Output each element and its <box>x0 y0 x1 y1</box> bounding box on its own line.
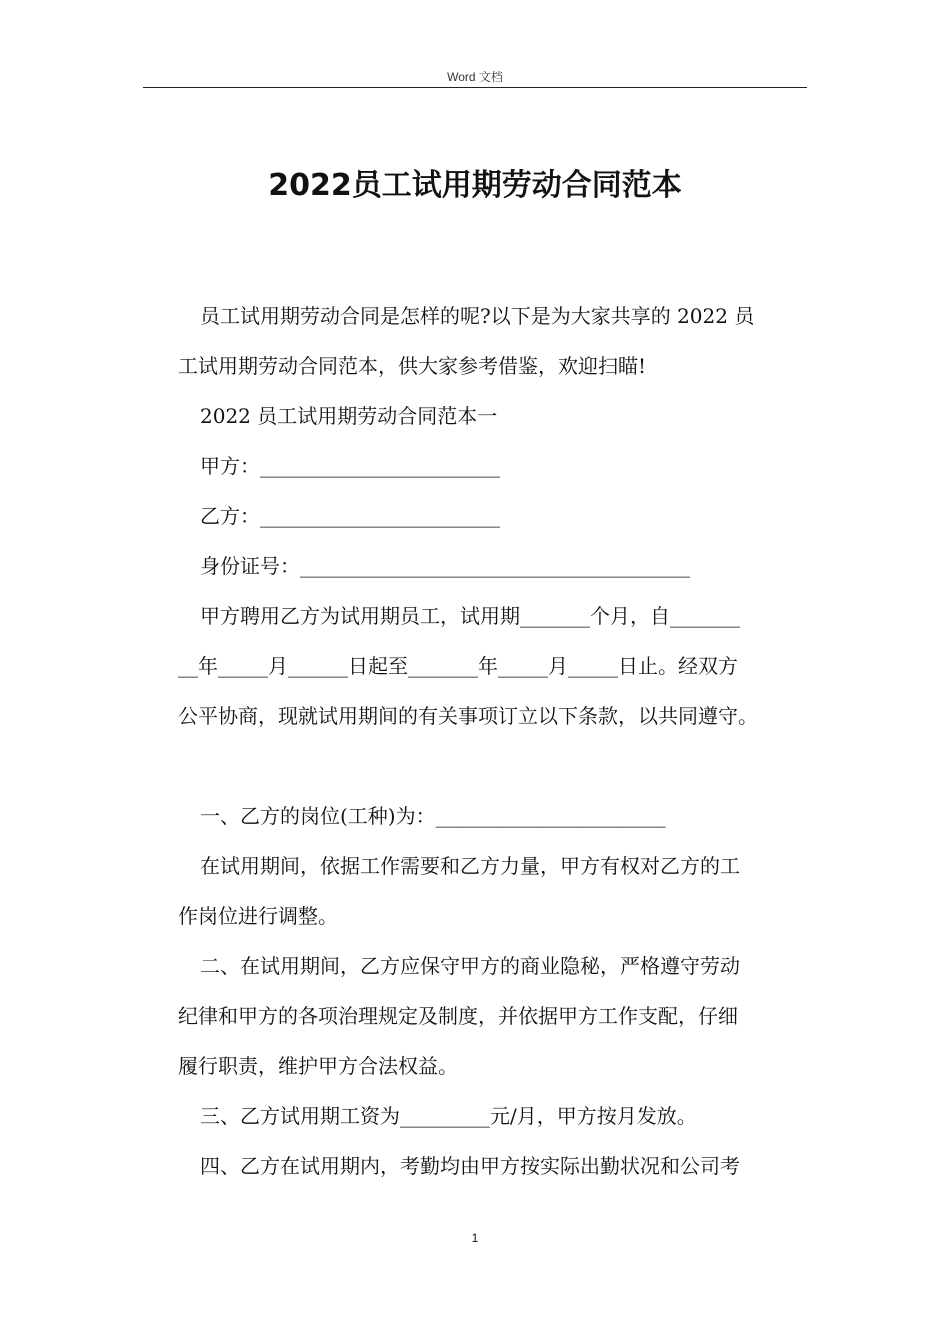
clause-1: 一、乙方的岗位(工种)为：_______________________ <box>200 804 666 828</box>
page-number: 1 <box>471 1231 479 1245</box>
document-title: 2022员工试用期劳动合同范本 <box>268 168 682 203</box>
intro-line-1: 员工试用期劳动合同是怎样的呢?以下是为大家共享的 2022 员 <box>200 304 755 328</box>
probation-line-2: __年_____月______日起至_______年_____月_____日止。经双方 <box>178 654 738 678</box>
document-header-label: Word 文档 <box>447 70 503 84</box>
clause-3: 三、乙方试用期工资为_________元/月，甲方按月发放。 <box>200 1104 697 1128</box>
probation-line-1: 甲方聘用乙方为试用期员工，试用期_______个月，自_______ <box>200 604 740 628</box>
clause-2-line-1: 二、在试用期间，乙方应保守甲方的商业隐秘，严格遵守劳动 <box>200 954 740 978</box>
clause-2-line-3: 履行职责，维护甲方合法权益。 <box>178 1054 458 1078</box>
header-divider <box>143 87 807 88</box>
clause-1-text-2: 作岗位进行调整。 <box>178 904 338 928</box>
id-number-field: 身份证号：_______________________________________ <box>200 554 690 578</box>
section-heading: 2022 员工试用期劳动合同范本一 <box>200 404 498 428</box>
clause-1-text-1: 在试用期间，依据工作需要和乙方力量，甲方有权对乙方的工 <box>200 854 740 878</box>
clause-4-line-1: 四、乙方在试用期内，考勤均由甲方按实际出勤状况和公司考 <box>200 1154 740 1178</box>
clause-2-line-2: 纪律和甲方的各项治理规定及制度，并依据甲方工作支配，仔细 <box>178 1004 738 1028</box>
party-b-field: 乙方：________________________ <box>200 504 500 528</box>
party-a-field: 甲方：________________________ <box>200 454 500 478</box>
probation-line-3: 公平协商，现就试用期间的有关事项订立以下条款，以共同遵守。 <box>178 704 758 728</box>
intro-line-2: 工试用期劳动合同范本，供大家参考借鉴，欢迎扫瞄! <box>178 354 647 378</box>
